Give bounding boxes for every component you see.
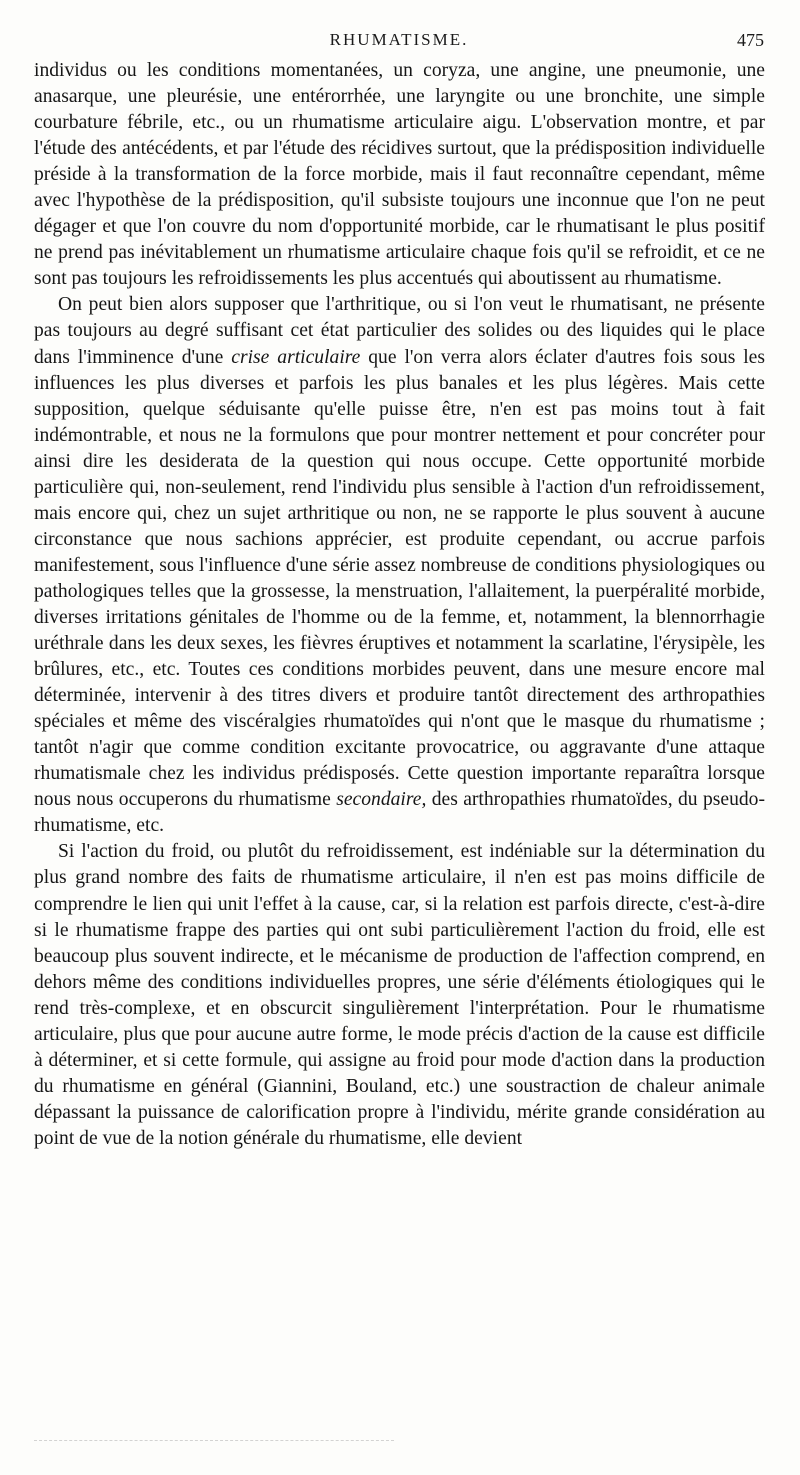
body-text: [34, 58, 765, 1152]
running-title: RHUMATISME.: [329, 30, 469, 49]
paragraph-2-text-a: On peut bien alors supposer que l'arthritique, ou si l'on veut le rhumatisant, ne présente pas toujours au degré suffisant cet état particulier des solides ou des liquides qui le place dans l'imminence d'une: [34, 294, 765, 368]
paragraph-2: [34, 292, 765, 839]
paragraph-1: individus ou les conditions momentanées, un coryza, une angine, une pneumonie, une anasarque, une pleurésie, une entérorrhée, une laryngite ou une bronchite, une simple courbature fébrile, etc., ou un rhumatisme articulaire aigu. L'observation montre, et par l'étude des antécédents, et par l'étude des récidives surtout, que la prédisposition individuelle préside à la transformation de la force morbide, mais il faut reconnaître cependant, même avec l'hypothèse de la prédisposition, qu'il subsiste toujours une inconnue que l'on ne peut dégager et que l'on couvre du nom d'opportunité morbide, car le rhumatisant le plus positif ne prend pas inévitablement un rhumatisme articulaire chaque fois qu'il se refroidit, et ce ne sont pas toujours les refroidissements les plus accentués qui aboutissent au rhumatisme.: [34, 60, 765, 290]
page-number: 475: [737, 30, 764, 50]
emphasis-crise-articulaire: crise articulaire: [231, 346, 361, 368]
running-head: [34, 30, 764, 56]
paragraph-2-text-b: que l'on verra alors éclater d'autres fois sous les influences les plus diverses et parfois les plus banales et les plus légères. Mais cette supposition, quelque séduisante qu'elle puisse être, n'en est pas moins tout à fait indémontrable, et nous ne la formulons que pour montrer nettement et pour concréter pour ainsi dire les desiderata de la question qui nous occupe. Cette opportunité morbide particulière qui, non-seulement, rend l'individu plus sensible à l'action d'un refroidissement, mais encore qui, chez un sujet arthritique ou non, ne se rapporte le plus souvent à aucune circonstance que nous sachions apprécier, est produite cependant, ou accrue parfois manifestement, sous l'influence d'une série assez nombreuse de conditions physiologiques ou pathologiques telles que la grossesse, la menstruation, l'allaitement, la puerpéralité morbide, diverses irritations génitales de l'homme ou de la femme, et, notamment, la blennorrhagie uréthrale dans les deux sexes, les fièvres éruptives et notamment la scarlatine, l'érysipèle, les brûlures, etc., etc. Toutes ces conditions morbides peuvent, dans une mesure encore mal déterminée, intervenir à des titres divers et produire tantôt directement des arthropathies spéciales et même des viscéralgies rhumatoïdes qui n'ont que le masque du rhumatisme ; tantôt n'agir que comme condition excitante provocatrice, ou aggravante d'une attaque rhumatismale chez les individus prédisposés. Cette question importante reparaîtra lorsque nous nous occuperons du rhumatisme: [34, 346, 765, 811]
paragraph-2-text-c: des arthropathies rhumatoïdes, du pseudo-rhumatisme, etc.: [34, 789, 765, 837]
bleed-through-marks: [34, 1440, 394, 1443]
emphasis-secondaire: secondaire,: [336, 789, 427, 811]
paragraph-3: Si l'action du froid, ou plutôt du refroidissement, est indéniable sur la détermination du plus grand nombre des faits de rhumatisme articulaire, il n'en est pas moins difficile de comprendre le lien qui unit l'effet à la cause, car, si la relation est parfois directe, c'est-à-dire si le rhumatisme frappe des parties qui ont subi particulièrement l'action du froid, elle est beaucoup plus souvent indirecte, et le mécanisme de production de l'affection comprend, en dehors même des conditions individuelles propres, une série d'éléments étiologiques qui le rend très-complexe, et en obscurcit singulièrement l'interprétation. Pour le rhumatisme articulaire, plus que pour aucune autre forme, le mode précis d'action de la cause est difficile à déterminer, et si cette formule, qui assigne au froid pour mode d'action dans la production du rhumatisme en général (Giannini, Bouland, etc.) une soustraction de chaleur animale dépassant la puissance de calorification propre à l'individu, mérite grande considération au point de vue de la notion générale du rhumatisme, elle devient: [34, 841, 765, 1149]
